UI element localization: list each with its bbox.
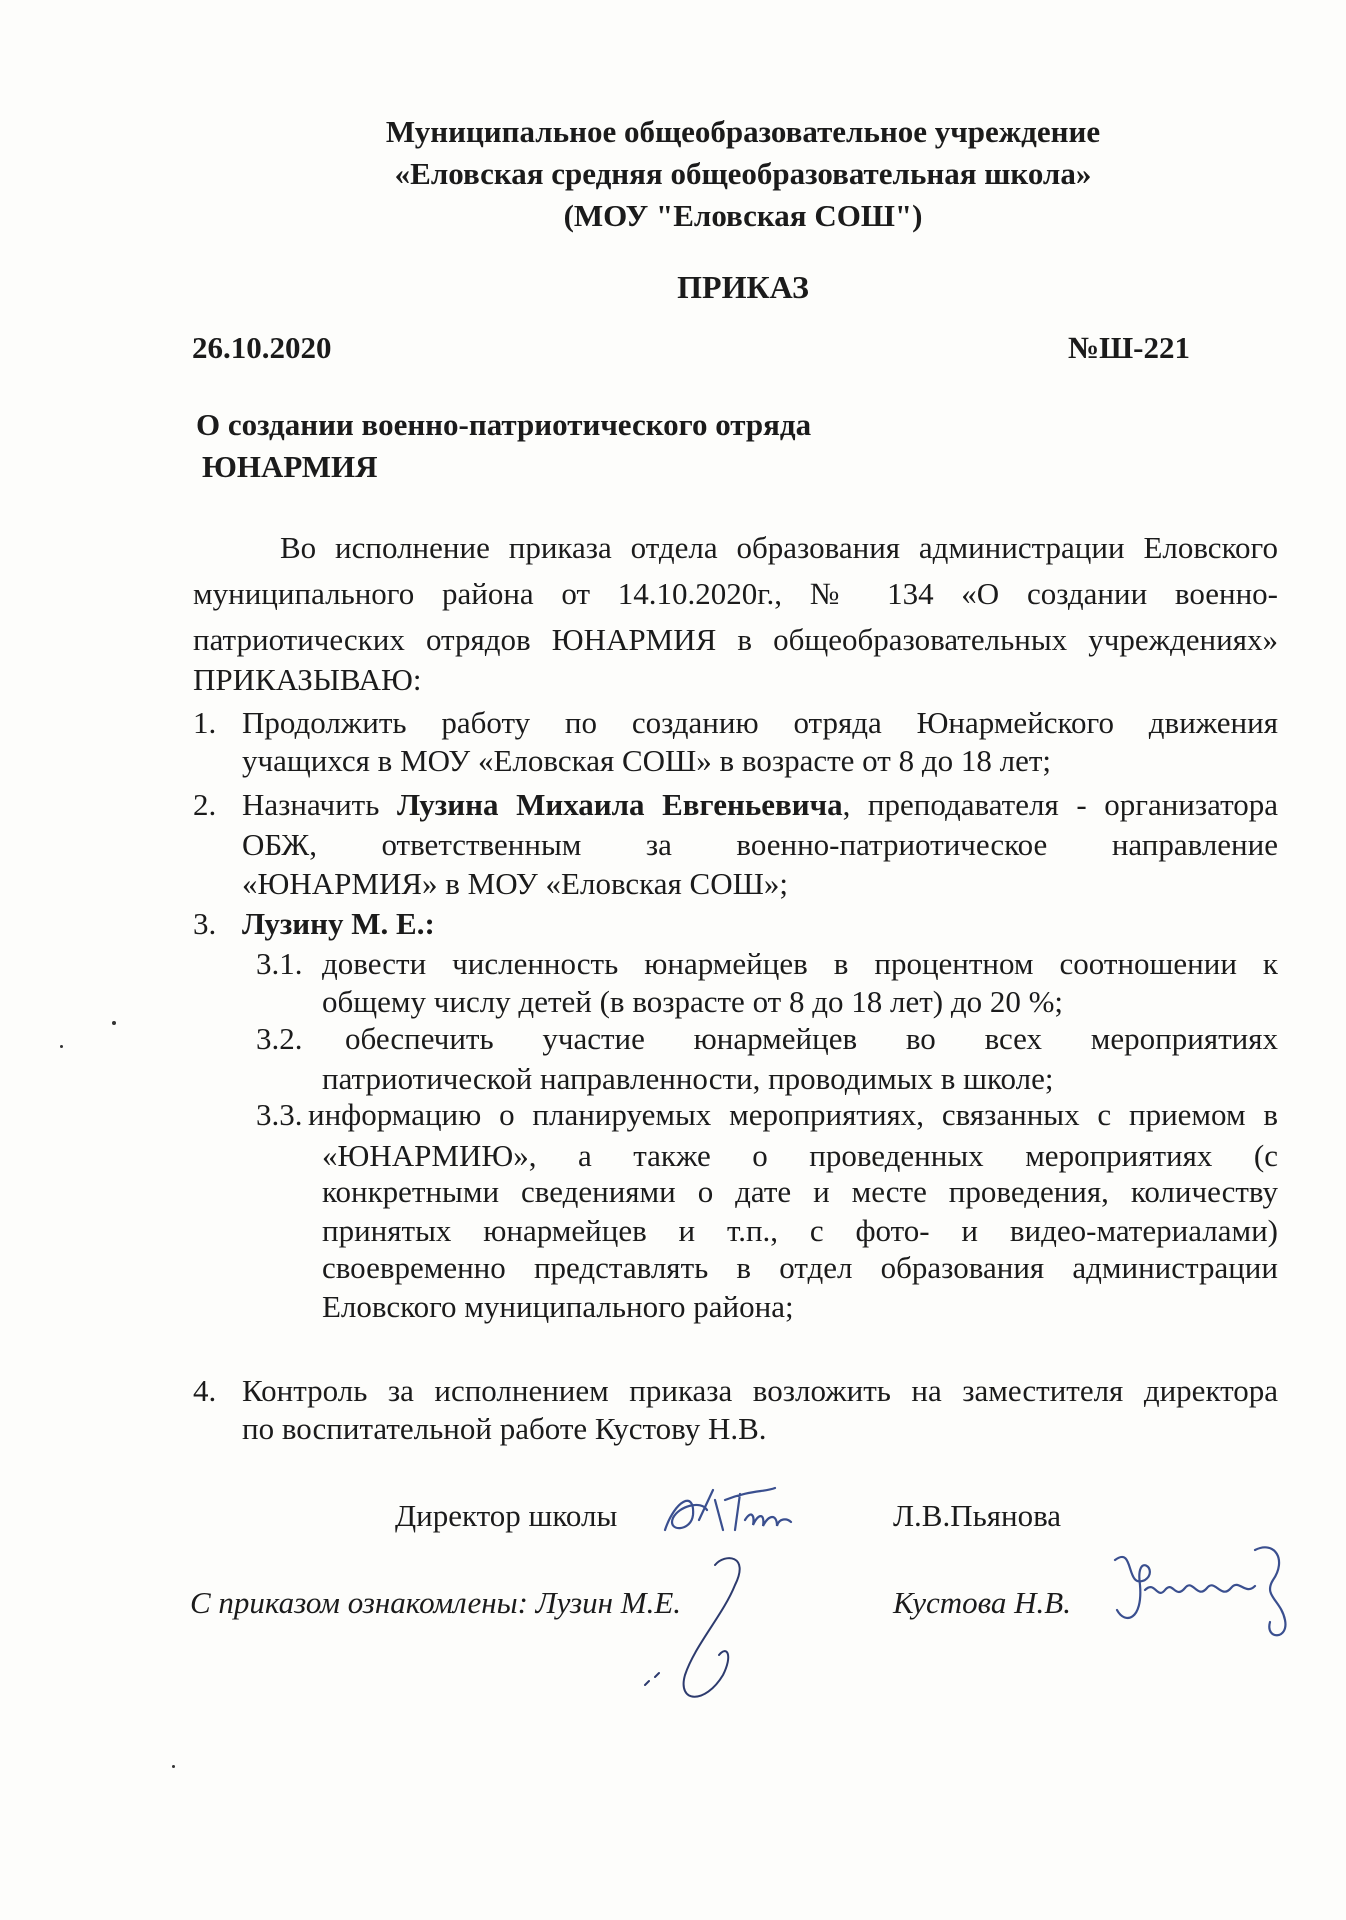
item-1-line2: учащихся в МОУ «Еловская СОШ» в возрасте от 8 до 18 лет;: [242, 743, 1051, 778]
subject-line2: ЮНАРМИЯ: [202, 449, 378, 484]
org-short-name: (МОУ "Еловская СОШ"): [563, 198, 923, 233]
doc-type-title: ПРИКАЗ: [677, 269, 809, 305]
item-4-line2: по воспитательной работе Кустову Н.В.: [242, 1411, 767, 1446]
item-2-line2: ОБЖ, ответственным за военно-патриотическое направление: [242, 827, 1278, 862]
order-number: №Ш-221: [1067, 330, 1190, 365]
subitem-3-3-line2: «ЮНАРМИЮ», а также о проведенных мероприятиях (с: [322, 1138, 1278, 1173]
preamble-line1: Во исполнение приказа отдела образования администрации Еловского: [280, 530, 1278, 565]
item-3-number: 3.: [193, 906, 217, 941]
item-2-line3: «ЮНАРМИЯ» в МОУ «Еловская СОШ»;: [242, 866, 788, 901]
subitem-3-3-line3: конкретными сведениями о дате и месте проведения, количеству: [322, 1174, 1278, 1209]
item-3-heading: Лузину М. Е.:: [242, 906, 435, 941]
preamble-line2: муниципального района от 14.10.2020г., № 134 «О создании военно-: [193, 576, 1278, 611]
subitem-3-3-line5: своевременно представлять в отдел образования администрации: [322, 1250, 1278, 1285]
preamble-line3: патриотических отрядов ЮНАРМИЯ в общеобразовательных учреждениях»: [193, 622, 1278, 657]
scan-speck: [60, 1045, 63, 1048]
item-2-number: 2.: [193, 787, 217, 822]
scan-speck: [112, 1021, 116, 1025]
appointee-name: Лузина Михаила Евгеньевича: [396, 787, 843, 822]
director-signature: [655, 1470, 805, 1550]
subitem-3-2-line1: обеспечить участие юнармейцев во всех мероприятиях: [345, 1021, 1278, 1056]
subitem-3-2-line2: патриотической направленности, проводимых в школе;: [322, 1061, 1054, 1096]
item-4-number: 4.: [193, 1373, 217, 1408]
item-2-line1: [242, 785, 1278, 825]
subitem-3-3-line1: информацию о планируемых мероприятиях, связанных с приемом в: [308, 1097, 1278, 1132]
item-4-line1: Контроль за исполнением приказа возложить на заместителя директора: [242, 1373, 1278, 1408]
luzin-signature: [615, 1545, 775, 1715]
acquainted-name-2: Кустова Н.В.: [893, 1585, 1071, 1620]
subitem-3-1-line2: общему числу детей (в возрасте от 8 до 18 лет) до 20 %;: [322, 984, 1064, 1019]
subject-line1: О создании военно-патриотического отряда: [196, 407, 812, 442]
acquainted-label: С приказом ознакомлены: Лузин М.Е.: [190, 1585, 682, 1620]
subitem-3-1-line1: довести численность юнармейцев в процентном соотношении к: [322, 946, 1278, 981]
item-2-line1-pre: Назначить: [242, 787, 397, 822]
item-1-line1: Продолжить работу по созданию отряда Юнармейского движения: [242, 705, 1278, 740]
org-name-line1: Муниципальное общеобразовательное учреждение: [385, 114, 1101, 149]
item-2-line1-post: , преподавателя - организатора: [842, 787, 1278, 822]
order-date: 26.10.2020: [192, 330, 332, 365]
subitem-3-3-line6: Еловского муниципального района;: [322, 1289, 794, 1324]
signature-position: Директор школы: [395, 1498, 618, 1533]
subitem-3-3-number: 3.3.: [256, 1097, 303, 1132]
subitem-3-3-line4: принятых юнармейцев и т.п., с фото- и видео-материалами): [322, 1213, 1278, 1248]
subitem-3-1-number: 3.1.: [256, 946, 303, 981]
item-1-number: 1.: [193, 705, 217, 740]
preamble-line4: ПРИКАЗЫВАЮ:: [193, 662, 422, 697]
scan-speck: [172, 1765, 175, 1768]
signature-name: Л.В.Пьянова: [893, 1498, 1062, 1533]
org-name-line2: «Еловская средняя общеобразовательная школа»: [394, 156, 1092, 191]
kustova-signature: [1105, 1530, 1305, 1660]
subitem-3-2-number: 3.2.: [256, 1021, 303, 1056]
